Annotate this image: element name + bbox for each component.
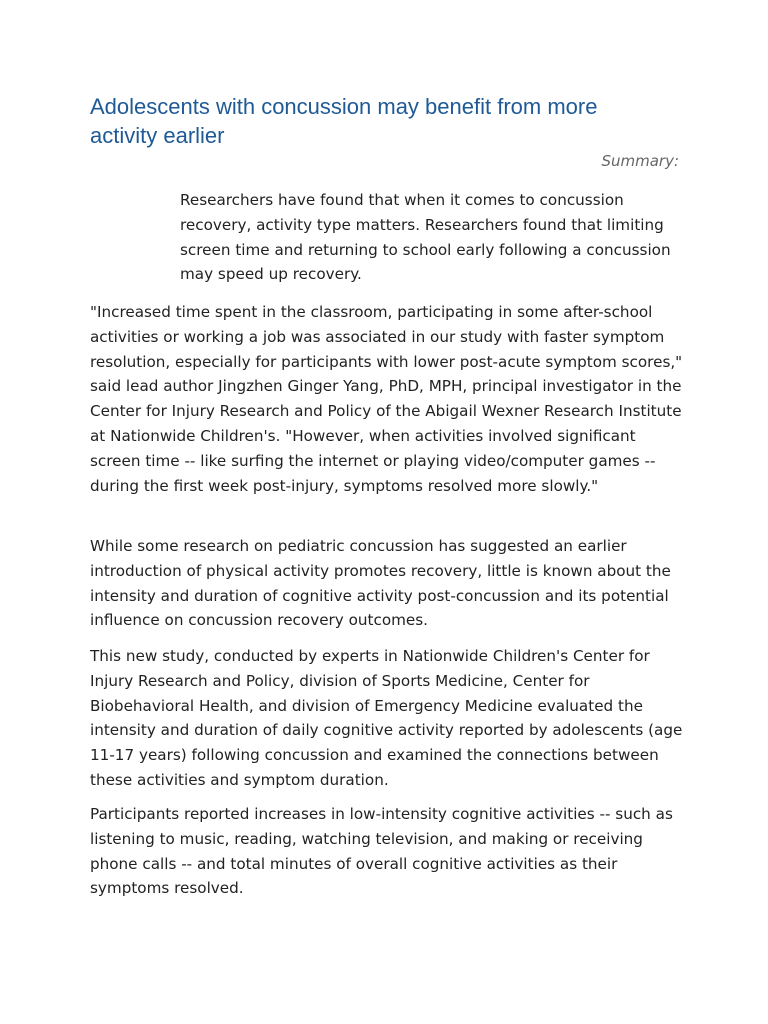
body-paragraph-1: "Increased time spent in the classroom, participating in some after-school activities or working a job was associated in our study with faster symptom resolution, especially for participants with lower post-acute symptom scores," said lead author Jingzhen Ginger Yang, PhD, MPH, principal investigator in the Center for Injury Research and Policy of the Abigail Wexner Research Institute at Nationwide Children's. "However, when activities involved significant screen time -- like surfing the internet or playing video/computer games -- during the first week post-injury, symptoms resolved more slowly." (90, 303, 683, 495)
article-title: Adolescents with concussion may benefit from more activity earlier (90, 94, 598, 148)
body-paragraph-2: While some research on pediatric concussion has suggested an earlier introduction of physical activity promotes recovery, little is known about the intensity and duration of cognitive activity post-concussion and its potential influence on concussion recovery outcomes. (90, 537, 671, 630)
body-paragraph-3: This new study, conducted by experts in Nationwide Children's Center for Injury Research and Policy, division of Sports Medicine, Center for Biobehavioral Health, and division of Emergency Medicine evaluated the intensity and duration of daily cognitive activity reported by adolescents (age 11-17 years) following concussion and examined the connections between these activities and symptom duration. (90, 647, 683, 789)
summary-label: Summary: (601, 152, 679, 170)
body-paragraph-4: Participants reported increases in low-intensity cognitive activities -- such as listening to music, reading, watching television, and making or receiving phone calls -- and total minutes of overall cognitive activities as their symptoms resolved. (90, 805, 673, 898)
summary-text: Researchers have found that when it comes to concussion recovery, activity type matters. Researchers found that limiting screen time and returning to school early following a concussion may speed up recovery. (180, 191, 671, 284)
